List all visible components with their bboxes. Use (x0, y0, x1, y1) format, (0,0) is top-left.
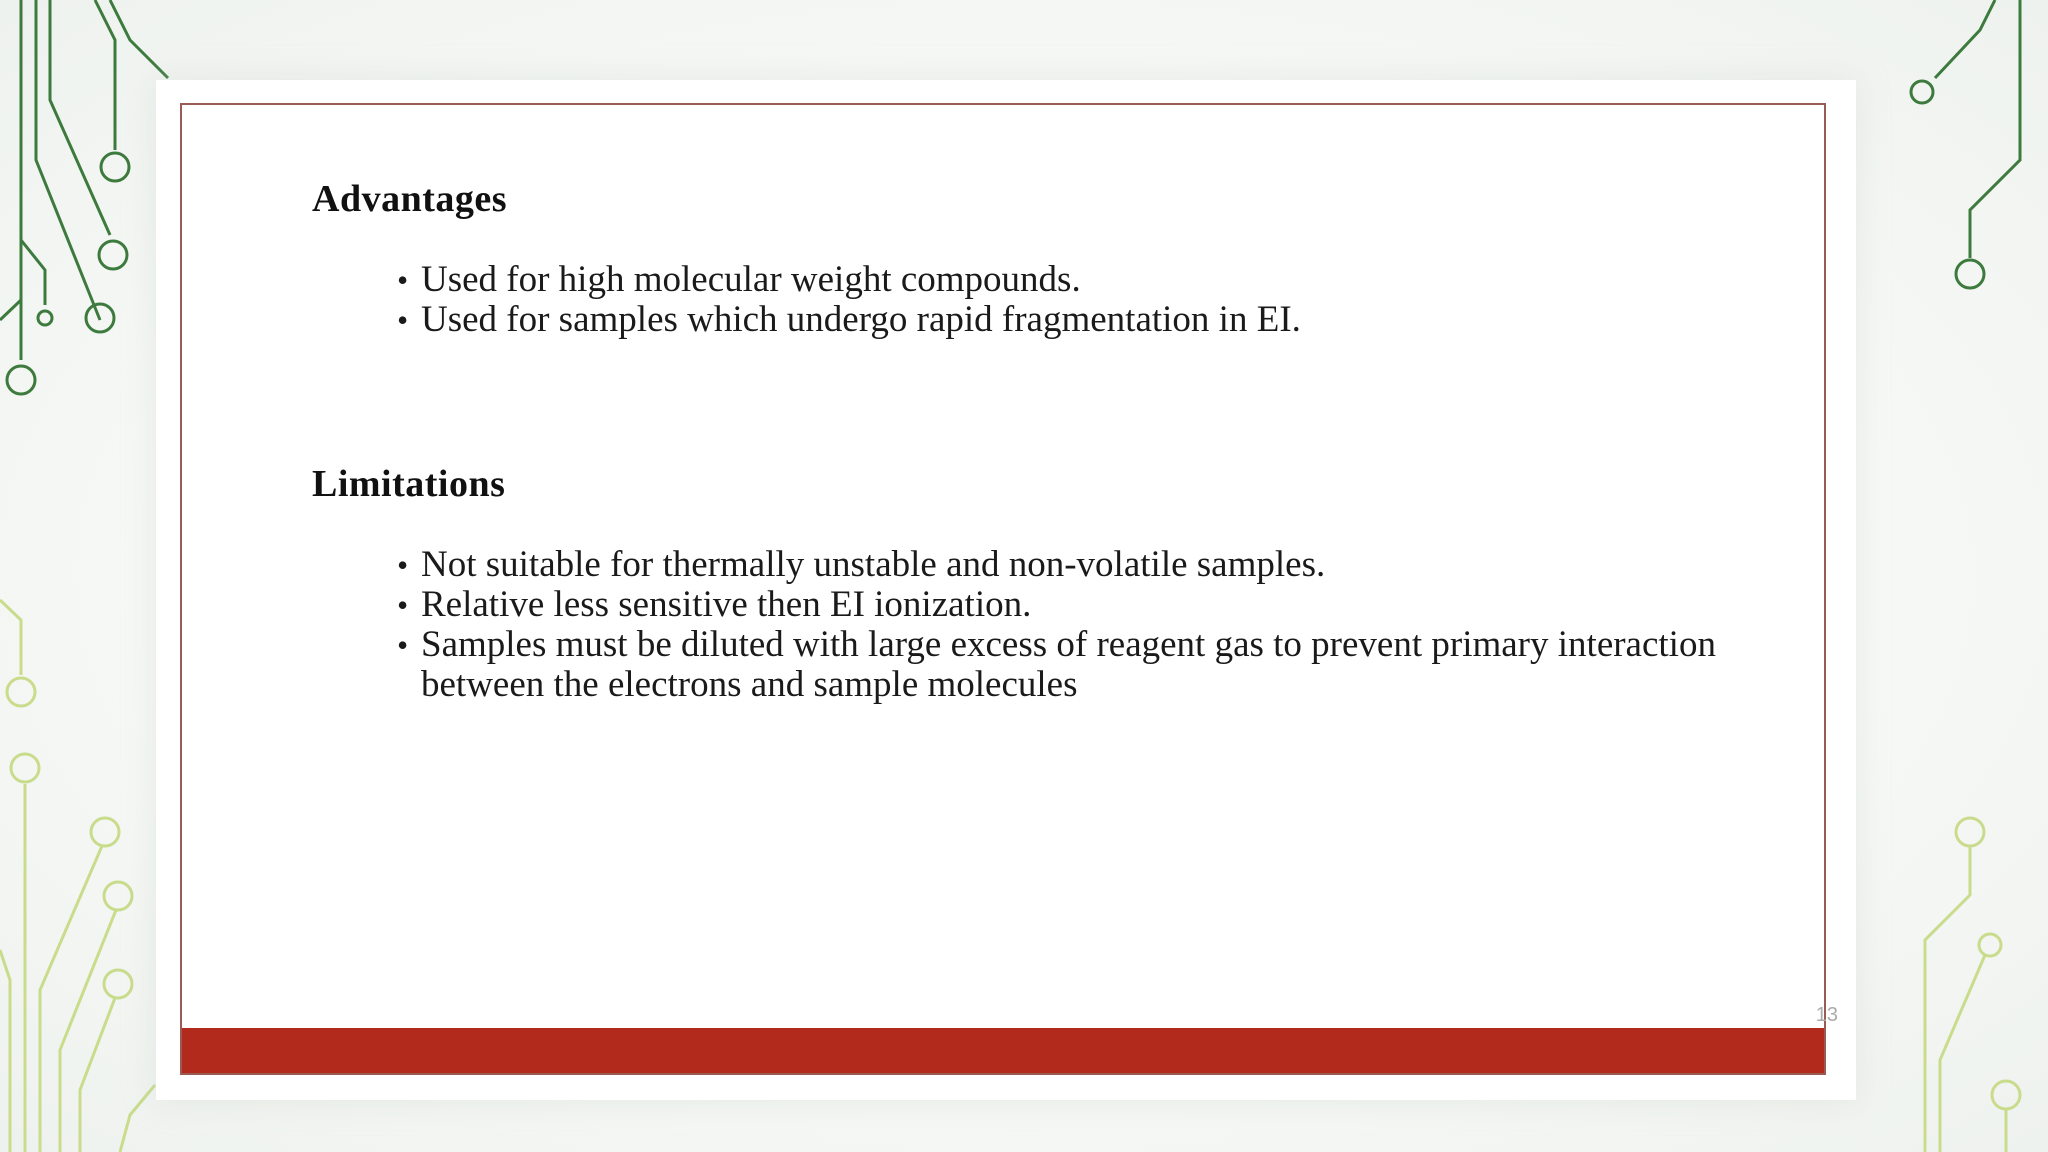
circuit-top-right (1911, 0, 2020, 288)
limitations-list (397, 545, 1737, 705)
footer-bar (182, 1028, 1824, 1073)
list-item: • Not suitable for thermally unstable and non-volatile samples. (397, 545, 1737, 585)
list-item: • Used for high molecular weight compounds. (397, 260, 1737, 300)
circuit-bottom-left (0, 600, 155, 1152)
slide-content (180, 103, 1838, 1075)
advantages-heading: Advantages (312, 178, 508, 220)
page-number: 13 (1815, 1004, 1838, 1026)
list-item: • Relative less sensitive then EI ionization. (397, 585, 1737, 625)
circuit-bottom-right (1925, 818, 2020, 1152)
circuit-top-left (0, 0, 168, 394)
limitations-heading: Limitations (312, 463, 506, 505)
list-item: • Used for samples which undergo rapid fragmentation in EI. (397, 300, 1737, 340)
advantages-list (397, 260, 1737, 340)
list-item: • Samples must be diluted with large excess of reagent gas to prevent primary interaction between the electrons and sample molecules (397, 625, 1737, 705)
